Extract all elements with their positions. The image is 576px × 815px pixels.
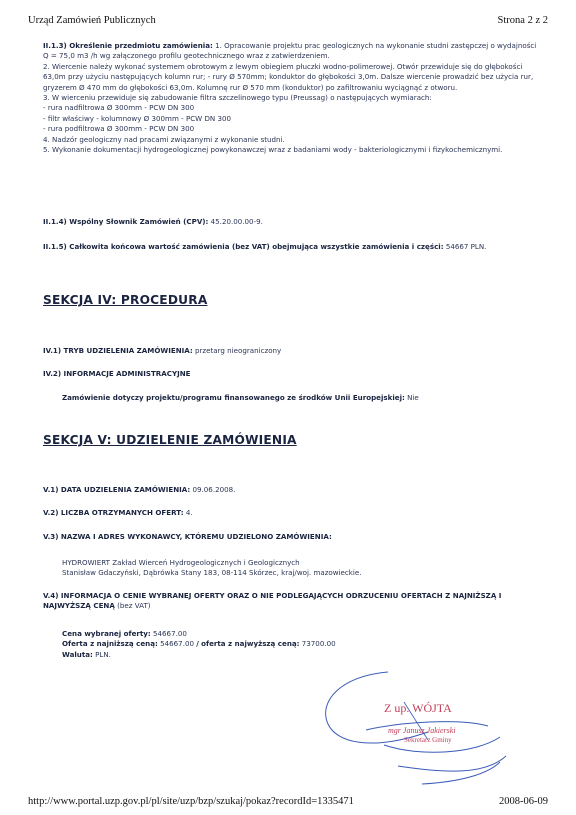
section-iv-2	[43, 369, 538, 379]
section-ii-1-4	[43, 217, 538, 227]
value-eu: Nie	[407, 393, 419, 402]
stamp-line-1: Z up. WÓJTA	[384, 701, 452, 715]
contractor-name: HYDROWIERT Zakład Wierceń Hydrogeologicznych i Geologicznych	[62, 558, 300, 567]
label-iv-1: IV.1) TRYB UDZIELENIA ZAMÓWIENIA:	[43, 346, 193, 355]
text-p3b: - filtr właściwy - kolumnowy Ø 300mm - PCW DN 300	[43, 113, 232, 123]
label-highest: oferta z najwyższą ceną:	[201, 639, 300, 649]
value-cpv: 45.20.00.00-9.	[210, 217, 263, 226]
page-footer	[28, 796, 548, 807]
value-total: 54667 PLN.	[445, 242, 487, 251]
page-header	[28, 15, 548, 26]
text-p3: 3. W wierceniu przewiduje się zabudowanie filtra szczelinowego typu (Preussag) o następujących wymiarach:	[43, 93, 432, 103]
text-p3c: - rura podfiltrowa Ø 300mm - PCW DN 300	[43, 124, 195, 134]
stamp-line-3: Sekretarz Gminy	[404, 736, 452, 744]
section-v-1	[43, 485, 538, 495]
label-v-4: V.4) INFORMACJA O CENIE WYBRANEJ OFERTY ORAZ O NIE PODLEGAJĄCYCH ODRZUCENIU OFERTACH Z NAJNIŻSZĄ I NAJWYŻSZĄ CENĄ	[43, 591, 502, 611]
contractor-address-line: Stanisław Gdaczyński, Dąbrówka Stany 183, 08-114 Skórzec, kraj/woj. mazowieckie.	[62, 568, 362, 578]
section-v-4	[43, 591, 523, 612]
section-ii-1-3	[43, 41, 538, 155]
label-v-3: V.3) NAZWA I ADRES WYKONAWCY, KTÓREMU UDZIELONO ZAMÓWIENIA:	[43, 532, 332, 541]
contractor-address	[62, 558, 538, 579]
label-ii-1-3: II.1.3) Określenie przedmiotu zamówienia:	[43, 41, 213, 50]
value-v-2: 4.	[185, 508, 193, 517]
header-title: Urząd Zamówień Publicznych	[28, 15, 156, 26]
footer-url: http://www.portal.uzp.gov.pl/pl/site/uzp/bzp/szukaj/pokaz?recordId=1335471	[28, 796, 354, 807]
price-block	[62, 629, 538, 660]
text-p5: 5. Wykonanie dokumentacji hydrogeologicznej powykonawczej wraz z badaniami wody - bakteriologicznymi i fizykochemicznymi.	[43, 145, 503, 155]
label-v-1: V.1) DATA UDZIELENIA ZAMÓWIENIA:	[43, 485, 191, 494]
label-lowest: Oferta z najniższą ceną:	[62, 639, 158, 649]
label-iv-2: IV.2) INFORMACJE ADMINISTRACYJNE	[43, 369, 191, 378]
label-v-2: V.2) LICZBA OTRZYMANYCH OFERT:	[43, 508, 184, 517]
eu-funding-row	[62, 393, 538, 403]
suffix-v-4: (bez VAT)	[117, 601, 151, 611]
label-currency: Waluta:	[62, 649, 93, 659]
value-lowest: 54667.00	[160, 639, 194, 649]
label-cpv: II.1.4) Wspólny Słownik Zamówień (CPV):	[43, 217, 209, 226]
footer-date: 2008-06-09	[499, 796, 548, 807]
section-v-title: SEKCJA V: UDZIELENIE ZAMÓWIENIA	[43, 433, 297, 447]
label-price: Cena wybranej oferty:	[62, 629, 151, 638]
label-eu: Zamówienie dotyczy projektu/programu finansowanego ze środków Unii Europejskiej:	[62, 393, 405, 402]
section-ii-1-5	[43, 242, 538, 252]
value-v-1: 09.06.2008.	[192, 485, 236, 494]
value-currency: PLN.	[95, 649, 111, 659]
text-p2: 2. Wiercenie należy wykonać systemem obrotowym z lewym obiegiem płuczki wodno-polimerowej. Otwór przewiduje się do głębokości 63,0m przy użyciu następujących kolumn rur; - rury Ø 570mm; konduktor do głębokości 3,0m. Dalsze wiercenie prowadzić bez użycia rur, gryzerem Ø 470 mm do głębokości 63,0m. Kolumnę rur Ø 570 mm (konduktor) po zafiltrowaniu wyciągnąć z otworu.	[43, 61, 534, 92]
section-v-2	[43, 508, 538, 518]
stamp-line-2: mgr Janusz Jakierski	[388, 726, 456, 735]
text-p4: 4. Nadzór geologiczny nad pracami związanymi z wykonanie studni.	[43, 134, 285, 144]
page-number: Strona 2 z 2	[497, 15, 548, 26]
text-p1: 1. Opracowanie projektu prac geologicznych na wykonanie studni zastępczej o wydajności Q = 75,0 m3 /h wg załączonego profilu geotechnicznego wraz z zatwierdzeniem.	[43, 41, 537, 61]
text-p3a: - rura nadfiltrowa Ø 300mm - PCW DN 300	[43, 103, 195, 113]
value-iv-1: przetarg nieograniczony	[195, 346, 282, 355]
label-total-value: II.1.5) Całkowita końcowa wartość zamówienia (bez VAT) obejmująca wszystkie zamówienia i części:	[43, 242, 444, 251]
separator: /	[196, 639, 199, 649]
section-v-3	[43, 532, 538, 542]
section-iv-title: SEKCJA IV: PROCEDURA	[43, 293, 208, 307]
section-iv-1	[43, 346, 538, 356]
value-highest: 73700.00	[301, 639, 336, 649]
value-price: 54667.00	[153, 629, 187, 638]
